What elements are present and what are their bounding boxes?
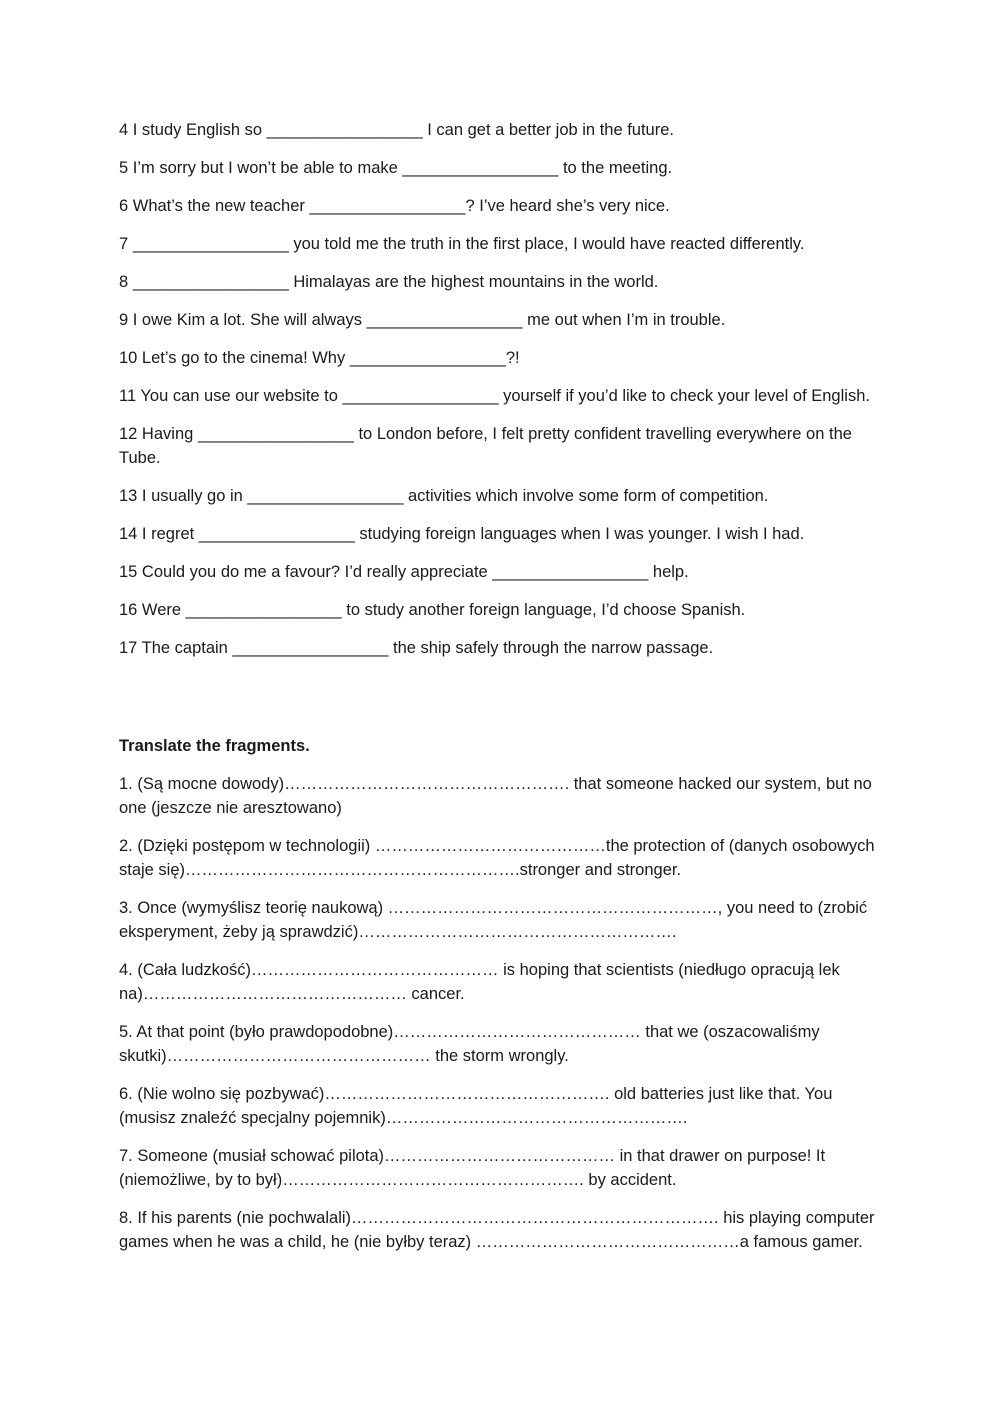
translation-exercise [119, 734, 889, 1268]
translation-item-4: 4. (Cała ludzkość)……………………………………… is hoping that scientists (niedługo opracują lek na)………………………………………… cancer. [119, 961, 845, 1003]
exercise-item-6: 6 What’s the new teacher _________________? I’ve heard she’s very nice. [119, 197, 670, 215]
translation-item-5: 5. At that point (było prawdopodobne)……………………………………… that we (oszacowaliśmy skutki)………………………………………… the storm wrongly. [119, 1023, 825, 1065]
section-heading: Translate the fragments. [119, 737, 310, 755]
exercise-item-15: 15 Could you do me a favour? I’d really appreciate _________________ help. [119, 563, 689, 581]
exercise-item-14: 14 I regret _________________ studying foreign languages when I was younger. I wish I had. [119, 525, 805, 543]
exercise-item-8: 8 _________________ Himalayas are the highest mountains in the world. [119, 273, 659, 291]
exercise-item-7: 7 _________________ you told me the truth in the first place, I would have reacted differently. [119, 235, 805, 253]
exercise-item-17: 17 The captain _________________ the ship safely through the narrow passage. [119, 639, 714, 657]
exercise-item-4: 4 I study English so _________________ I can get a better job in the future. [119, 121, 674, 139]
translation-item-8: 8. If his parents (nie pochwalali)…………………………………………………………. his playing computer games when he was a child, he (nie byłby teraz) …………………………………………a famous gamer. [119, 1209, 880, 1251]
exercise-item-13: 13 I usually go in _________________ activities which involve some form of competition. [119, 487, 769, 505]
exercise-item-11: 11 You can use our website to _________________ yourself if you’d like to check your level of English. [119, 387, 870, 405]
translation-item-7: 7. Someone (musiał schować pilota)…………………………………… in that drawer on purpose! It (niemożliwe, by to był)………………………………………………. by accident. [119, 1147, 830, 1189]
gap-fill-exercise [119, 118, 889, 674]
exercise-item-9: 9 I owe Kim a lot. She will always _________________ me out when I’m in trouble. [119, 311, 726, 329]
translation-item-1: 1. (Są mocne dowody)……………………………………………. that someone hacked our system, but no one (jeszcze nie aresztowano) [119, 775, 877, 817]
translation-item-2: 2. (Dzięki postępom w technologii) ……………………………………the protection of (danych osobowych staje się)…………………………………………………….stronger and stronger. [119, 837, 880, 879]
translation-item-3: 3. Once (wymyślisz teorię naukową) ……………………………………………………, you need to (zrobić eksperyment, żeby ją sprawdzić)…………………………………………………. [119, 899, 872, 941]
translation-item-6: 6. (Nie wolno się pozbywać)……………………………………………. old batteries just like that. You (musisz znaleźć specjalny pojemnik)………………………………………………. [119, 1085, 837, 1127]
exercise-item-16: 16 Were _________________ to study another foreign language, I’d choose Spanish. [119, 601, 746, 619]
exercise-item-5: 5 I’m sorry but I won’t be able to make _________________ to the meeting. [119, 159, 673, 177]
exercise-item-12: 12 Having _________________ to London before, I felt pretty confident travelling everywhere on the Tube. [119, 425, 857, 467]
exercise-item-10: 10 Let’s go to the cinema! Why _________________?! [119, 349, 520, 367]
